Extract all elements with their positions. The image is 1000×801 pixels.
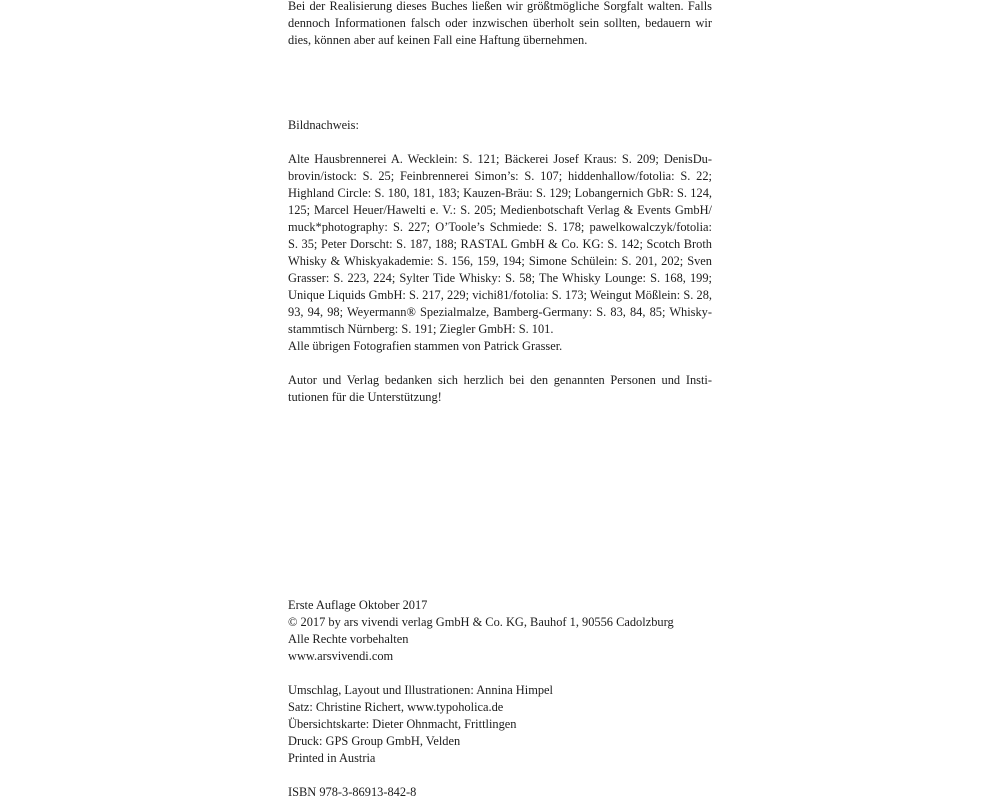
- printed-in-text: Printed in Austria: [288, 751, 376, 765]
- disclaimer-paragraph: [288, 0, 712, 49]
- website-link[interactable]: www.arsvivendi.com: [288, 649, 394, 663]
- credits-line: Unique Liquids GmbH: S. 217, 229; vichi81/fotolia: S. 173; Weingut Mößlein: S. 28,: [288, 288, 712, 302]
- credits-line: Alte Hausbrennerei A. Wecklein: S. 121; Bäckerei Josef Kraus: S. 209; DenisDu-: [288, 152, 712, 166]
- credits-line: S. 35; Peter Dorscht: S. 187, 188; RASTAL GmbH & Co. KG: S. 142; Scotch Broth: [288, 237, 712, 251]
- disclaimer-line: dies, können aber auf keinen Fall eine Haftung übernehmen.: [288, 33, 588, 47]
- credits-line: Grasser: S. 223, 224; Sylter Tide Whisky: S. 58; The Whisky Lounge: S. 168, 199;: [288, 271, 712, 285]
- imprint-block: [288, 597, 712, 665]
- credits-line: stammtisch Nürnberg: S. 191; Ziegler GmbH: S. 101.: [288, 322, 554, 336]
- printing-credit: Druck: GPS Group GmbH, Velden: [288, 734, 461, 748]
- disclaimer-line: dennoch Informationen falsch oder inzwischen überholt sein sollten, bedauern wir: [288, 16, 712, 30]
- copyright-text: © 2017 by ars vivendi verlag GmbH & Co. KG, Bauhof 1, 90556 Cadolzburg: [288, 615, 674, 629]
- thanks-line: tutionen für die Unterstützung!: [288, 390, 442, 404]
- credits-line: 125; Marcel Heuer/Hawelti e. V.: S. 205; Medienbotschaft Verlag & Events GmbH/: [288, 203, 712, 217]
- thanks-paragraph: [288, 372, 712, 406]
- disclaimer-line: Bei der Realisierung dieses Buches ließen wir größtmögliche Sorgfalt walten. Falls: [288, 0, 712, 13]
- imprint-page: [288, 0, 712, 801]
- thanks-line: Autor und Verlag bedanken sich herzlich bei den genannten Personen und Insti-: [288, 373, 712, 387]
- credits-line: Whisky & Whiskyakademie: S. 156, 159, 194; Simone Schülein: S. 201, 202; Sven: [288, 254, 712, 268]
- credits-paragraph: [288, 151, 712, 355]
- edition-text: Erste Auflage Oktober 2017: [288, 598, 428, 612]
- production-block: [288, 682, 712, 767]
- credits-heading: Bildnachweis:: [288, 118, 359, 132]
- typesetting-credit: Satz: Christine Richert, www.typoholica.de: [288, 700, 504, 714]
- cover-credit: Umschlag, Layout und Illustrationen: Annina Himpel: [288, 683, 553, 697]
- credits-line: muck*photography: S. 227; O’Toole’s Schmiede: S. 178; pawelkowalczyk/fotolia:: [288, 220, 712, 234]
- rights-text: Alle Rechte vorbehalten: [288, 632, 409, 646]
- map-credit: Übersichtskarte: Dieter Ohnmacht, Frittlingen: [288, 717, 517, 731]
- credits-line: Highland Circle: S. 180, 181, 183; Kauzen-Bräu: S. 129; Lobangernich GbR: S. 124,: [288, 186, 712, 200]
- credits-line: 93, 94, 98; Weyermann® Spezialmalze, Bamberg-Germany: S. 83, 84, 85; Whisky-: [288, 305, 712, 319]
- isbn-text: ISBN 978-3-86913-842-8: [288, 785, 417, 799]
- credits-line: brovin/istock: S. 25; Feinbrennerei Simon’s: S. 107; hiddenhallow/fotolia: S. 22;: [288, 169, 712, 183]
- credits-remaining: Alle übrigen Fotografien stammen von Patrick Grasser.: [288, 339, 563, 353]
